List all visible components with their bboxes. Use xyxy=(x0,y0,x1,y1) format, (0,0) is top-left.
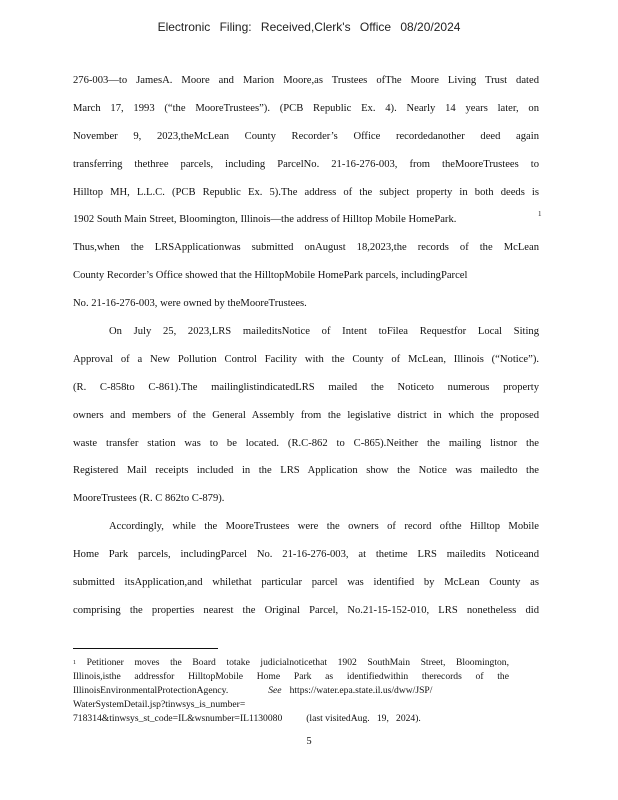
body-line: 1902 South Main Street, Bloomington, Illinois—the address of Hilltop Mobile HomePark. xyxy=(73,214,457,226)
body-line: Approval of a New Pollution Control Facility with the County of McLean, Illinois (“Notice”). xyxy=(73,353,539,365)
footnote-text: Petitioner moves the Board totake judicialnoticethat 1902 SouthMain Street, Bloomington, xyxy=(86,657,509,668)
footnote-reference-marker: 1 xyxy=(538,210,542,218)
body-line: Thus,when the LRSApplicationwas submitted onAugust 18,2023,the records of the McLean xyxy=(73,242,539,254)
footnote-line xyxy=(73,656,509,670)
footnote-see-signal: See xyxy=(268,685,282,696)
footnote-line xyxy=(73,684,509,698)
body-line: March 17, 1993 (“the MooreTrustees”). (PCB Republic Ex. 4). Nearly 14 years later, on xyxy=(73,102,539,114)
body-line: Accordingly, while the MooreTrustees were the owners of record ofthe Hilltop Mobile xyxy=(109,521,539,533)
filing-stamp-header: Electronic Filing: Received,Clerk's Office 08/20/2024 xyxy=(157,20,461,34)
body-line: comprising the properties nearest the Original Parcel, No.21-15-152-010, LRS nonetheless did xyxy=(73,604,539,616)
footnote-number: 1 xyxy=(73,660,76,666)
body-line: waste transfer station was to be located. (R.C-862 to C-865).Neither the mailing listnor the xyxy=(73,437,539,449)
footnote-url-part[interactable]: 718314&tinwsys_st_code=IL&wsnumber=IL1130080 (last visitedAug. 19, 2024). xyxy=(73,713,421,724)
footnote-divider xyxy=(73,648,218,649)
body-line: On July 25, 2023,LRS maileditsNotice of Intent toFilea Requestfor Local Siting xyxy=(109,326,539,338)
footnote-text: IllinoisEnvironmentalProtectionAgency. xyxy=(73,685,229,696)
footnote-url-part[interactable]: WaterSystemDetail.jsp?tinwsys_is_number= xyxy=(73,699,246,710)
body-line: Home Park parcels, includingParcel No. 21-16-276-003, at thetime LRS mailedits Noticeand xyxy=(73,549,539,561)
body-line: November 9, 2023,theMcLean County Recorder’s Office recordedanother deed again xyxy=(73,130,539,142)
footnote-url-part[interactable]: https://water.epa.state.il.us/dww/JSP/ xyxy=(289,685,433,696)
body-line: No. 21-16-276-003, were owned by theMooreTrustees. xyxy=(73,298,307,310)
body-line: Hilltop MH, L.L.C. (PCB Republic Ex. 5).The address of the subject property in both deeds is xyxy=(73,186,539,198)
body-line: owners and members of the General Assembly from the legislative district in which the proposed xyxy=(73,409,539,421)
footnote-line: Illinois,isthe addressfor HilltopMobile Home Park as identifiedwithin therecords of the xyxy=(73,671,509,682)
body-line: transferring thethree parcels, including ParcelNo. 21-16-276-003, from theMooreTrustees to xyxy=(73,158,539,170)
body-line: (R. C-858to C-861).The mailinglistindicatedLRS mailed the Noticeto numerous property xyxy=(73,381,539,393)
document-body xyxy=(73,67,539,625)
body-line: MooreTrustees (R. C 862to C-879). xyxy=(73,493,225,505)
body-line: 276-003—to JamesA. Moore and Marion Moore,as Trustees ofThe Moore Living Trust dated xyxy=(73,75,539,86)
page-number: 5 xyxy=(306,736,312,747)
body-line: County Recorder’s Office showed that the HilltopMobile HomePark parcels, includingParcel xyxy=(73,270,468,282)
body-line: submitted itsApplication,and whilethat particular parcel was identified by McLean County as xyxy=(73,577,539,589)
body-line: Registered Mail receipts included in the LRS Application show the Notice was mailedto the xyxy=(73,465,539,477)
footnote xyxy=(73,656,509,726)
